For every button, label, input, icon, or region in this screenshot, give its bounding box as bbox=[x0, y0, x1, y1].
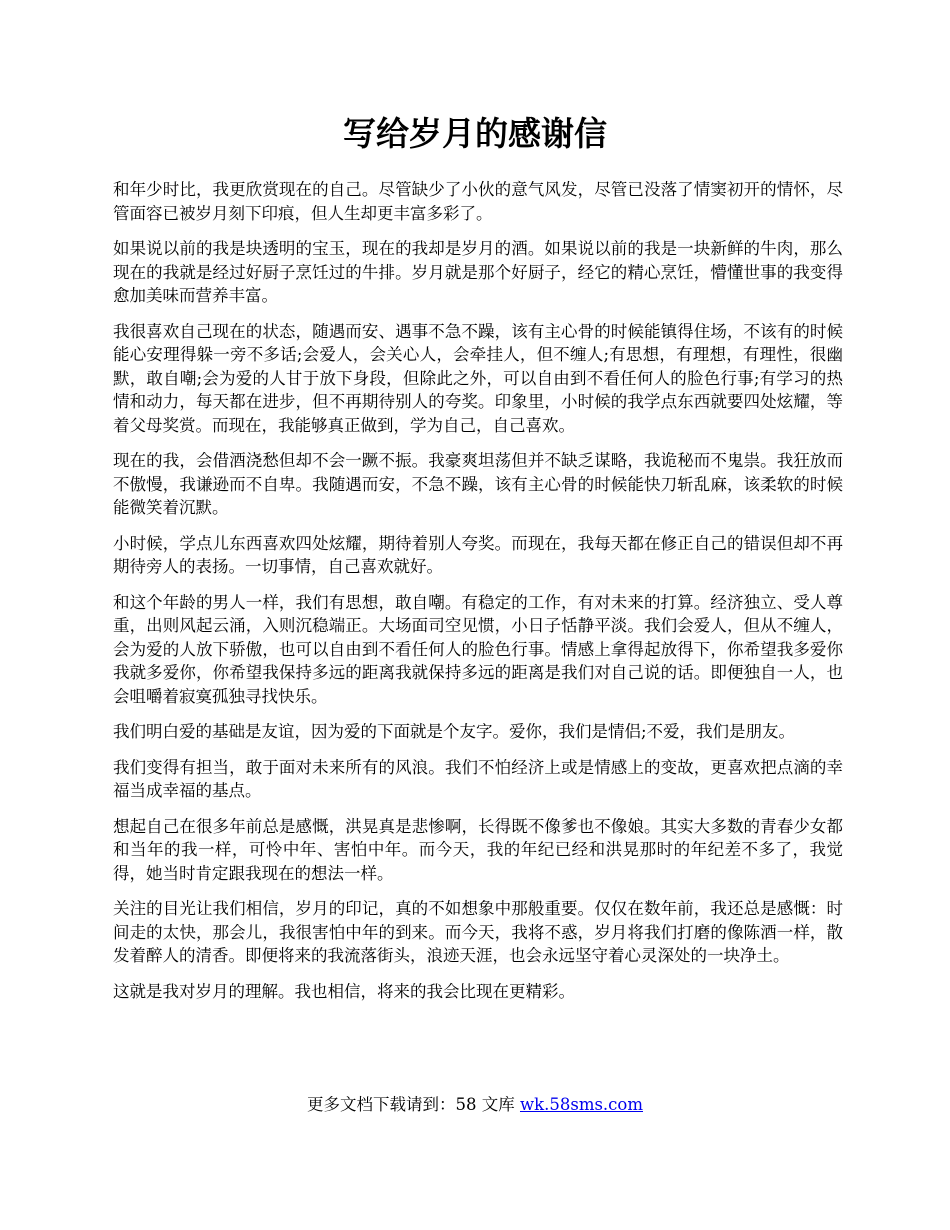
document-body bbox=[113, 178, 843, 1015]
paragraph-4: 现在的我，会借酒浇愁但却不会一蹶不振。我豪爽坦荡但并不缺乏谋略，我诡秘而不鬼祟。我狂放而不傲慢，我谦逊而不自卑。我随遇而安，不急不躁，该有主心骨的时候能快刀斩乱麻，该柔软的时候能微笑着沉默。 bbox=[113, 451, 843, 517]
paragraph-8: 我们变得有担当，敢于面对未来所有的风浪。我们不怕经济上或是情感上的变故，更喜欢把点滴的幸福当成幸福的基点。 bbox=[113, 757, 843, 800]
paragraph-10: 关注的目光让我们相信，岁月的印记，真的不如想象中那般重要。仅仅在数年前，我还总是感慨：时间走的太快，那会儿，我很害怕中年的到来。而今天，我将不惑，岁月将我们打磨的像陈酒一样，散发着醉人的清香。即便将来的我流落街头，浪迹天涯，也会永远坚守着心灵深处的一块净土。 bbox=[113, 899, 843, 965]
paragraph-7: 我们明白爱的基础是友谊，因为爱的下面就是个友字。爱你，我们是情侣;不爱，我们是朋友。 bbox=[113, 722, 796, 741]
footer bbox=[0, 1094, 950, 1116]
paragraph-5: 小时候，学点儿东西喜欢四处炫耀，期待着别人夸奖。而现在，我每天都在修正自己的错误但却不再期待旁人的表扬。一切事情，自己喜欢就好。 bbox=[113, 533, 843, 576]
document-title: 写给岁月的感谢信 bbox=[343, 114, 607, 153]
footer-text: 更多文档下载请到：58 文库 bbox=[306, 1095, 520, 1114]
paragraph-2: 如果说以前的我是块透明的宝玉，现在的我却是岁月的酒。如果说以前的我是一块新鲜的牛肉，那么现在的我就是经过好厨子烹饪过的牛排。岁月就是那个好厨子，经它的精心烹饪，懵懂世事的我变得愈加美味而营养丰富。 bbox=[113, 239, 843, 305]
paragraph-11: 这就是我对岁月的理解。我也相信，将来的我会比现在更精彩。 bbox=[113, 981, 575, 1001]
paragraph-3: 我很喜欢自己现在的状态，随遇而安、遇事不急不躁，该有主心骨的时候能镇得住场，不该有的时候能心安理得躲一旁不多话;会爱人，会关心人，会牵挂人，但不缠人;有思想，有理想，有理性，很幽默，敢自嘲;会为爱的人甘于放下身段，但除此之外，可以自由到不看任何人的脸色行事;有学习的热情和动力，每天都在进步，但不再期待别人的夸奖。印象里，小时候的我学点东西就要四处炫耀，等着父母奖赏。而现在，我能够真正做到，学为自己，自己喜欢。 bbox=[113, 321, 843, 435]
footer-link[interactable]: wk.58sms.com bbox=[519, 1095, 643, 1114]
paragraph-6: 和这个年龄的男人一样，我们有思想，敢自嘲。有稳定的工作，有对未来的打算。经济独立、受人尊重，出则风起云涌，入则沉稳端正。大场面司空见惯，小日子恬静平淡。我们会爱人，但从不缠人，会为爱的人放下骄傲，也可以自由到不看任何人的脸色行事。情感上拿得起放得下，你希望我多爱你我就多爱你，你希望我保持多远的距离我就保持多远的距离是我们对自己说的话。即便独自一人，也会咀嚼着寂寞孤独寻找快乐。 bbox=[113, 592, 843, 706]
paragraph-1: 和年少时比，我更欣赏现在的自己。尽管缺少了小伙的意气风发，尽管已没落了情窦初开的情怀，尽管面容已被岁月刻下印痕，但人生却更丰富多彩了。 bbox=[113, 180, 843, 223]
paragraph-9: 想起自己在很多年前总是感慨，洪晃真是悲惨啊，长得既不像爹也不像娘。其实大多数的青春少女都和当年的我一样，可怜中年、害怕中年。而今天，我的年纪已经和洪晃那时的年纪差不多了，我觉得，她当时肯定跟我现在的想法一样。 bbox=[113, 816, 843, 883]
